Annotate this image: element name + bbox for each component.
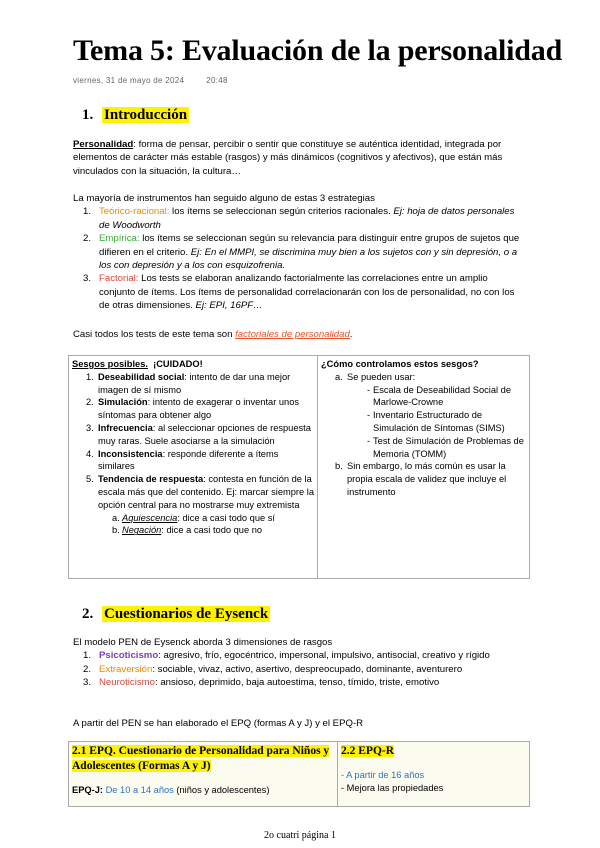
pen-intro: El modelo PEN de Eysenck aborda 3 dimensiones de rasgos [73,637,333,648]
bias-item [72,473,314,511]
closing-post: . [349,329,353,340]
epqj-line [72,784,334,797]
biases-header [72,358,314,371]
control-tool [321,435,526,461]
strategy-item [73,205,521,232]
dash-bullet: - [367,410,371,421]
strategy-number: 2. [83,233,92,245]
control-text: Sin embargo, lo más común es usar la propia escala de validez que incluye el instrumento [347,461,507,497]
bias-subitem-text: : dice a casi todo que sí [177,512,275,523]
biases-table [68,355,530,579]
dimension-number: 2. [83,663,92,675]
bias-number: 5. [86,474,94,485]
pen-block [73,636,521,690]
strategy-example: Ej: hoja de datos personales de Woodworth [99,206,515,231]
bias-subitem-term: Aquiescencia [122,512,178,523]
bias-subitem [72,524,314,537]
personality-definition [73,138,521,178]
strategy-text: Los tests se elaboran analizando factorialmente las correlaciones entre un amplio conjunto de ítems. Los ítems de personalidad correlacionarán con los de personalidad, no con los de otras dimensiones. [99,273,515,312]
note-date: viernes, 31 de mayo de 2024 [73,76,185,85]
bias-text: : intento de dar una mejor imagen de sí mismo [98,371,291,395]
dimension-item [73,676,521,689]
bias-term: Tendencia de respuesta [98,474,204,485]
bias-subitem-text: : dice a casi todo que no [161,525,263,536]
epq-intro: A partir del PEN se han elaborado el EPQ (formas A y J) y el EPQ-R [73,718,364,729]
dimension-number: 1. [83,650,92,662]
dimension-text: : ansioso, deprimido, baja autoestima, tenso, tímido, triste, emotivo [154,677,440,689]
control-letter: b. [335,461,343,472]
closing-pre: Casi todos los tests de este tema son [73,329,236,340]
bias-term: Infrecuencia [98,422,153,433]
bias-item [72,422,314,448]
bias-item [72,448,314,474]
control-text: Se pueden usar: [347,371,416,382]
epqr-header: 2.2 EPQ-R [341,745,395,757]
definition-term: Personalidad [73,139,134,150]
dateline [73,76,228,85]
control-cell [318,356,530,579]
closing-line [73,328,521,341]
strategy-label: Empírica: [99,233,140,245]
dimension-text: : sociable, vivaz, activo, asertivo, despreocupado, dominante, aventurero [152,663,463,675]
bias-number: 3. [86,422,94,433]
biases-header-post: ¡CUIDADO! [153,359,203,369]
note-time: 20:48 [206,76,228,85]
strategy-item [73,272,521,312]
epqj-note: (niños y adolescentes) [173,784,270,795]
bias-number: 4. [86,448,94,459]
definition-text: : forma de pensar, percibir o sentir que constituye se auténtica identidad, integrada por elementos de carácter más estable (rasgos) y más dinámicos (cognitivos y afectivos), que están más vinculados con la situación, la cultura… [73,139,503,177]
dash-bullet: - [367,435,371,446]
section-1-heading [82,107,189,124]
bias-item [72,371,314,397]
dimension-item [73,649,521,662]
strategy-label: Teórico-racional: [99,206,170,218]
control-letter: a. [335,371,343,382]
strategy-label: Factorial: [99,273,139,285]
control-tool [321,384,526,410]
control-tool-text: Escala de Deseabilidad Social de Marlowe-Crowne [373,384,511,408]
dimension-label: Extraversión [99,663,153,675]
control-item-b [321,460,526,498]
section-1-title: Introducción [104,107,188,123]
control-tool-text: Test de Simulación de Problemas de Memoria (TOMM) [373,435,524,459]
bias-term: Inconsistencia [98,448,163,459]
bias-text: : al seleccionar opciones de respuesta muy raras. Suele asociarse a la simulación [98,422,311,446]
bias-text: : intento de exagerar o inventar unos síntomas para obtener algo [98,397,300,421]
bias-term: Deseabilidad social [98,371,185,382]
control-item-a [321,371,526,384]
section-2-title: Cuestionarios de Eysenck [104,606,269,622]
bias-term: Simulación [98,397,148,408]
factorial-link[interactable]: factoriales de personalidad [235,329,350,340]
biases-cell [69,356,318,579]
epqr-line-2: - Mejora las propiedades [341,782,444,793]
strategy-text: los ítems se seleccionan según su relevancia para distinguir entre grupos de sujetos que difieren en el criterio. [99,233,520,258]
dimension-number: 3. [83,677,92,689]
bias-number: 1. [86,371,94,382]
bias-subitem [72,512,314,525]
section-2-number: 2. [82,606,94,622]
dimension-label: Psicoticismo [99,650,159,662]
epq-header: 2.1 EPQ. Cuestionario de Personalidad para Niños y Adolescentes (Formas A y J) [72,745,330,772]
section-1-number: 1. [82,107,94,123]
dash-bullet: - [367,384,371,395]
biases-header-pre: Sesgos posibles. [72,359,148,369]
strategy-text: los ítems se seleccionan según criterios racionales. [169,206,394,218]
strategy-number: 3. [83,273,92,285]
page-footer: 2o cuatri página 1 [264,830,336,841]
page-title: Tema 5: Evaluación de la personalidad [73,34,563,67]
bias-number: 2. [86,397,94,408]
bias-text: : contesta en función de la escala más que del contenido. Ej: marcar siempre la opción central para no mostrarse muy extremista [98,474,314,510]
strategies-block [73,192,521,313]
strategies-intro: La mayoría de instrumentos han seguido alguno de estas 3 estrategias [73,193,375,204]
epqj-label: EPQ-J: [72,784,103,795]
bias-item [72,396,314,422]
epqr-line-1: - A partir de 16 años [341,769,425,780]
dimension-text: : agresivo, frío, egocéntrico, impersonal, impulsivo, antisocial, creativo y rígido [158,650,490,662]
control-tool [321,409,526,435]
strategy-item [73,232,521,272]
strategy-number: 1. [83,206,92,218]
epq-table [68,741,530,807]
strategy-example: Ej: EPI, 16PF… [195,300,263,312]
bias-subitem-letter: b. [112,525,120,536]
epq-cell [69,742,338,807]
control-header: ¿Cómo controlamos estos sesgos? [321,359,479,369]
bias-text: : responde diferente a ítems similares [98,448,279,472]
section-2-heading [82,606,270,623]
control-tool-text: Inventario Estructurado de Simulación de Síntomas (SIMS) [373,410,505,433]
dimension-item [73,663,521,676]
bias-subitem-letter: a. [112,512,120,523]
strategy-example: Ej: En el MMPI, se discrimina muy bien a los sujetos con y sin depresión, o a los con depresión y a los con esquizofrenia. [99,246,518,272]
dimension-label: Neuroticismo [99,677,155,689]
bias-subitem-term: Negación [122,525,162,536]
epqr-cell [338,742,530,807]
epqj-range: De 10 a 14 años [105,784,174,795]
